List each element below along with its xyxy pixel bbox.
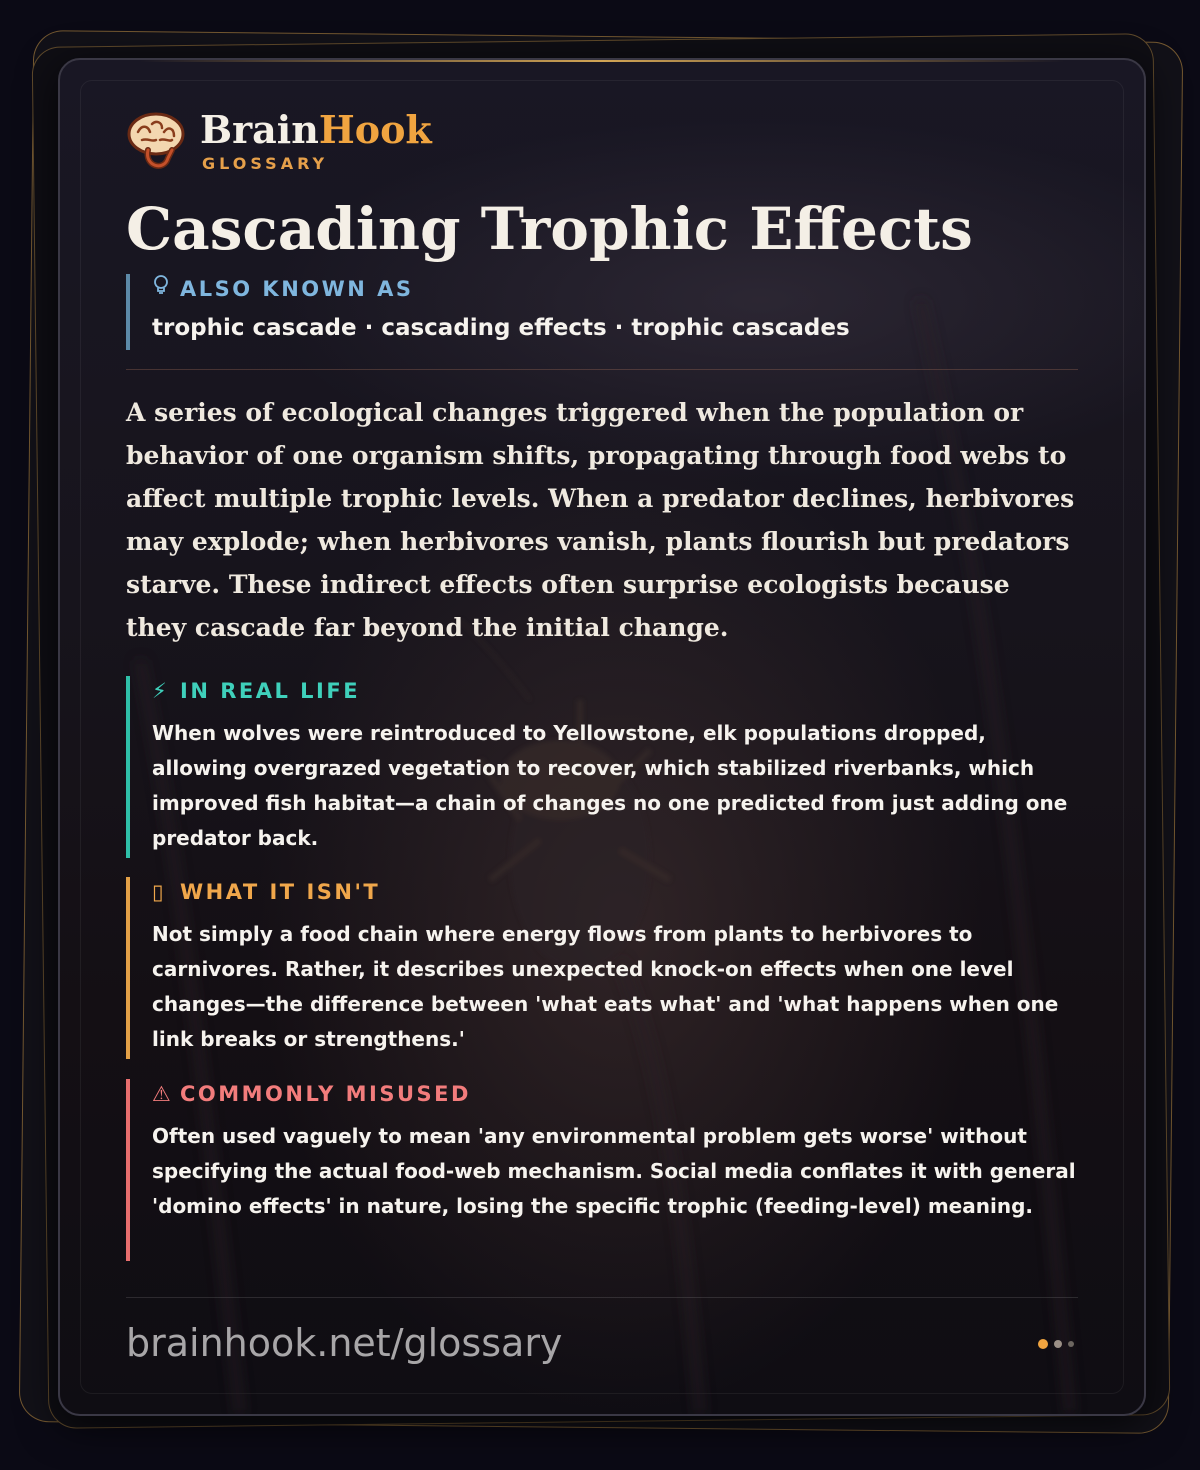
brand-name [200,108,432,152]
term-title: Cascading Trophic Effects [126,195,973,263]
lightbulb-icon [152,274,174,304]
also-known-as-heading [152,274,1078,304]
what-it-isnt-block [126,877,1078,1059]
commonly-misused-text: Often used vaguely to mean 'any environmental problem gets worse' without specifying the actual food-web mechanism. Social media conflates it with general 'domino effects' in nature, losing the specific trophic (feeding-level) meaning. [152,1124,1076,1218]
lightning-icon: ⚡ [152,679,167,703]
brand-subtitle: GLOSSARY [202,154,329,173]
also-known-as-terms: trophic cascade · cascading effects · trophic cascades [152,315,850,341]
in-real-life-heading-text: IN REAL LIFE [180,679,361,703]
term-definition: A series of ecological changes triggered when the population or behavior of one organism shifts, propagating through food webs to affect multiple trophic levels. When a predator declines, herbivores may explode; when herbivores vanish, plants flourish but predators starve. These indirect effects often surprise ecologists because they cascade far beyond the initial change. [126,398,1075,642]
in-real-life-text: When wolves were reintroduced to Yellowstone, elk populations dropped, allowing overgrazed vegetation to recover, which stabilized riverbanks, which improved fish habitat—a chain of changes no one predicted from just adding one predator back. [152,721,1068,850]
commonly-misused-block [126,1079,1078,1261]
commonly-misused-heading [152,1079,1078,1109]
what-it-isnt-heading [152,877,1078,907]
card-content [126,60,1078,1414]
also-known-as-block [126,274,1078,350]
footer-url-link[interactable]: brainhook.net/glossary [126,1321,563,1365]
commonly-misused-heading-text: COMMONLY MISUSED [180,1082,471,1106]
pagination-dot [1054,1340,1062,1348]
brand-name-part-1: Brain [200,107,319,152]
footer-divider [126,1297,1078,1298]
brand-header [126,108,526,172]
pagination-dots [1038,1339,1078,1349]
brand-name-part-2: Hook [318,107,432,152]
warning-icon: ⚠ [152,1082,171,1106]
pagination-dot [1068,1341,1074,1347]
also-known-as-heading-text: ALSO KNOWN AS [180,277,414,301]
brain-hook-icon [126,110,186,170]
pagination-dot-active [1038,1339,1048,1349]
section-divider [126,369,1078,370]
in-real-life-heading [152,676,1078,706]
no-entry-icon: ▯ [152,880,164,904]
what-it-isnt-text: Not simply a food chain where energy flows from plants to herbivores to carnivores. Rather, it describes unexpected knock-on effects when one level changes—the difference between 'what eats what' and 'what happens when one link breaks or strengthens.' [152,922,1059,1051]
glossary-card [58,58,1146,1416]
in-real-life-block [126,676,1078,858]
what-it-isnt-heading-text: WHAT IT ISN'T [180,880,381,904]
